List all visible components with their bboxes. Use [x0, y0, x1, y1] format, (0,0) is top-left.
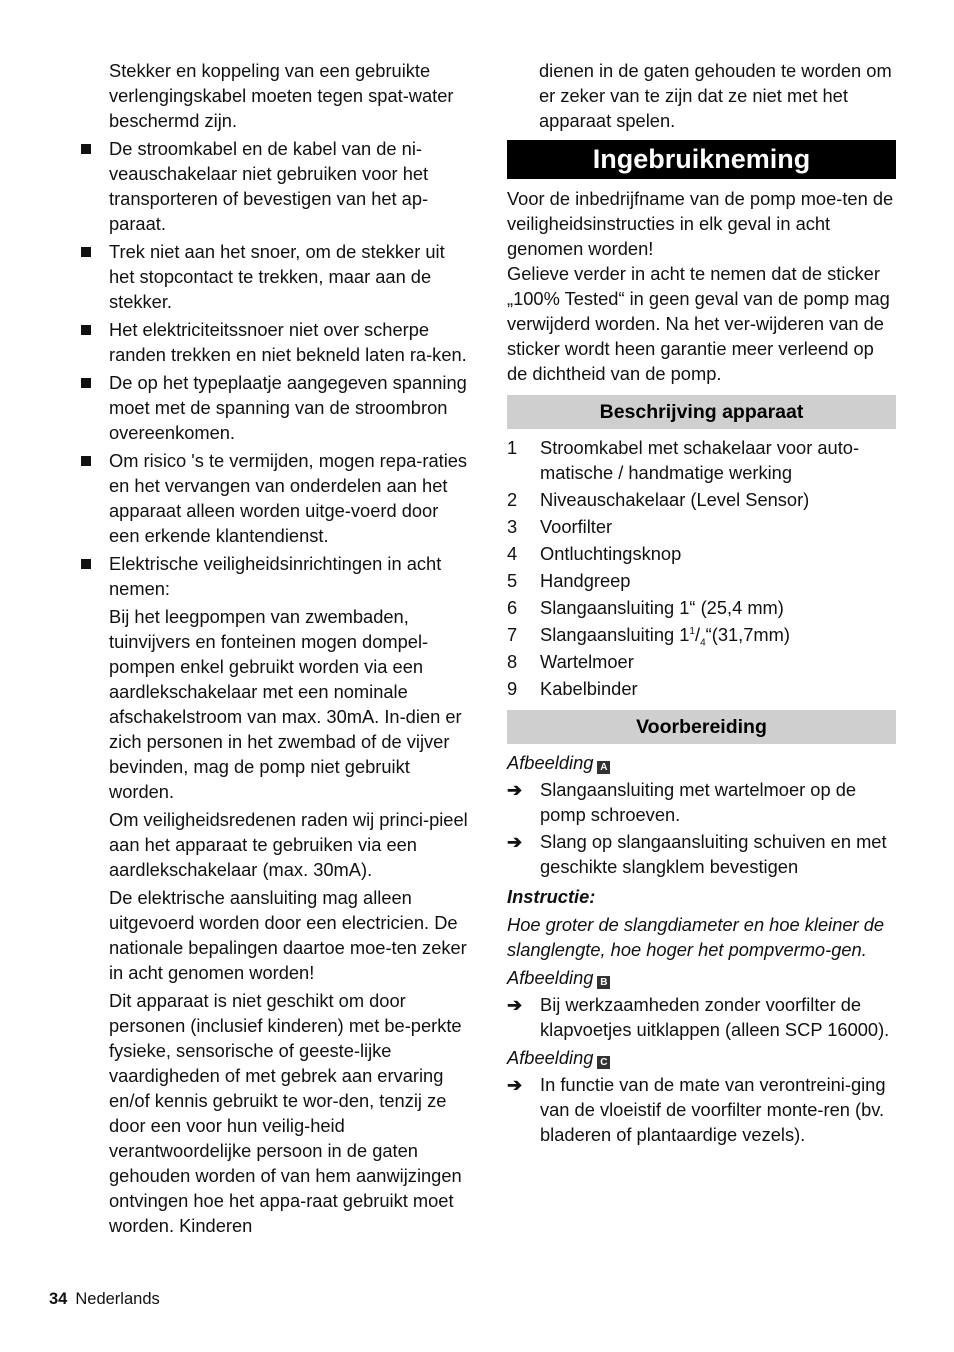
step-item: ➔ In functie van de mate van verontreini-ging van de vloeistif de voorfilter monte-ren (bv. bladeren of plantaardige vezels).	[507, 1074, 886, 1145]
square-bullet-icon	[81, 456, 91, 466]
step-item: ➔ Bij werkzaamheden zonder voorfilter de klapvoetjes uitklappen (alleen SCP 16000).	[507, 994, 890, 1040]
bullet-item: Trek niet aan het snoer, om de stekker uit het stopcontact te trekken, maar aan de stekker.	[78, 239, 468, 314]
square-bullet-icon	[81, 247, 91, 257]
sticker-paragraph: Gelieve verder in acht te nemen dat de sticker „100% Tested“ in geen geval van de pomp mag verwijderd worden. Na het ver-wijderen van de sticker wordt heen garantie meer verleend op de dichtheid van de pomp.	[507, 263, 890, 384]
list-item: 3 Voorfilter	[507, 516, 613, 537]
intro-paragraph: Voor de inbedrijfname van de pomp moe-ten de veiligheidsinstructies in elk geval in acht genomen worden!	[507, 188, 894, 259]
language-label: Nederlands	[75, 1290, 160, 1308]
bullet-item: Elektrische veiligheidsinrichtingen in acht nemen:	[78, 551, 468, 601]
sub-paragraph: Bij het leegpompen van zwembaden, tuinvijvers en fonteinen mogen dompel-pompen enkel gebruikt worden via een aardlekschakelaar met een nominale afschakelstroom van max. 30mA. In-dien er zich personen in het zwembad of de vijver bevinden, mag de pomp niet gebruikt worden.	[109, 606, 462, 802]
arrow-right-icon: ➔	[507, 832, 523, 852]
left-column	[78, 58, 468, 1238]
arrow-right-icon: ➔	[507, 995, 523, 1015]
bullet-item: Om risico 's te vermijden, mogen repa-raties en het vervangen van onderdelen aan het apparaat alleen worden uitge-voerd door een erkende klantendienst.	[78, 448, 468, 548]
list-item: 1 Stroomkabel met schakelaar voor auto-matische / handmatige werking	[507, 437, 860, 483]
right-column	[507, 58, 896, 1147]
bullet-item: Het elektriciteitssnoer niet over scherpe randen trekken en niet bekneld laten ra-ken.	[78, 317, 468, 367]
continued-paragraph: dienen in de gaten gehouden te worden om er zeker van te zijn dat ze niet met het apparaat spelen.	[539, 60, 892, 131]
instruction-text: Hoe groter de slangdiameter en hoe kleiner de slanglengte, hoe hoger het pompvermo-gen.	[507, 914, 885, 960]
square-bullet-icon	[81, 378, 91, 388]
intro-paragraph: Stekker en koppeling van een gebruikte verlengingskabel moeten tegen spat-water beschermd zijn.	[109, 60, 454, 131]
figure-reference: Afbeelding C	[507, 1045, 896, 1070]
list-item: 4 Ontluchtingsknop	[507, 543, 682, 564]
list-item: 5 Handgreep	[507, 570, 631, 591]
figure-c-icon: C	[597, 1056, 610, 1069]
arrow-right-icon: ➔	[507, 780, 523, 800]
list-item: 8 Wartelmoer	[507, 651, 634, 672]
sub-paragraph: De elektrische aansluiting mag alleen uitgevoerd worden door een electricien. De nationale bepalingen daartoe moe-ten zeker in acht genomen worden!	[109, 887, 467, 983]
figure-b-icon: B	[597, 976, 610, 989]
bullet-item: De stroomkabel en de kabel van de ni-veauschakelaar niet gebruiken voor het transporteren of bevestigen van het ap-paraat.	[78, 136, 468, 236]
list-item: 2 Niveauschakelaar (Level Sensor)	[507, 489, 810, 510]
figure-reference: Afbeelding A	[507, 750, 896, 775]
step-item: ➔ Slang op slangaansluiting schuiven en met geschikte slangklem bevestigen	[507, 831, 887, 877]
sub-paragraph: Dit apparaat is niet geschikt om door personen (inclusief kinderen) met be-perkte fysieke, sensorische of geeste-lijke vaardigheden of met gebrek aan ervaring en/of kennis gebruikt te wor-den, tenzij ze door een voor hun veilig-heid verantwoordelijke persoon in de gaten gehouden worden of van hem aanwijzingen ontvingen hoe het appa-raat gebruikt moet worden. Kinderen	[109, 990, 462, 1236]
list-item: 6 Slangaansluiting 1“ (25,4 mm)	[507, 597, 784, 618]
section-heading-beschrijving: Beschrijving apparaat	[507, 395, 896, 429]
list-item: 7 Slangaansluiting $1^1/_4“(31,7mm)$	[507, 624, 790, 649]
page-number: 34	[49, 1290, 68, 1308]
square-bullet-icon	[81, 559, 91, 569]
bullet-item: De op het typeplaatje aangegeven spanning moet met de spanning van de stroombron overeenkomen.	[78, 370, 468, 445]
step-item: ➔ Slangaansluiting met wartelmoer op de pomp schroeven.	[507, 779, 857, 825]
section-heading-ingebruikneming: Ingebruikneming	[507, 140, 896, 179]
square-bullet-icon	[81, 144, 91, 154]
square-bullet-icon	[81, 325, 91, 335]
figure-reference: Afbeelding B	[507, 965, 896, 990]
section-heading-voorbereiding: Voorbereiding	[507, 710, 896, 744]
instruction-label: Instructie:	[507, 886, 596, 907]
list-item: 9 Kabelbinder	[507, 678, 638, 699]
sub-paragraph: Om veiligheidsredenen raden wij princi-pieel aan het apparaat te gebruiken via een aardlekschakelaar (max. 30mA).	[109, 809, 468, 880]
arrow-right-icon: ➔	[507, 1075, 523, 1095]
figure-a-icon: A	[597, 761, 610, 774]
page-footer	[49, 1288, 160, 1310]
